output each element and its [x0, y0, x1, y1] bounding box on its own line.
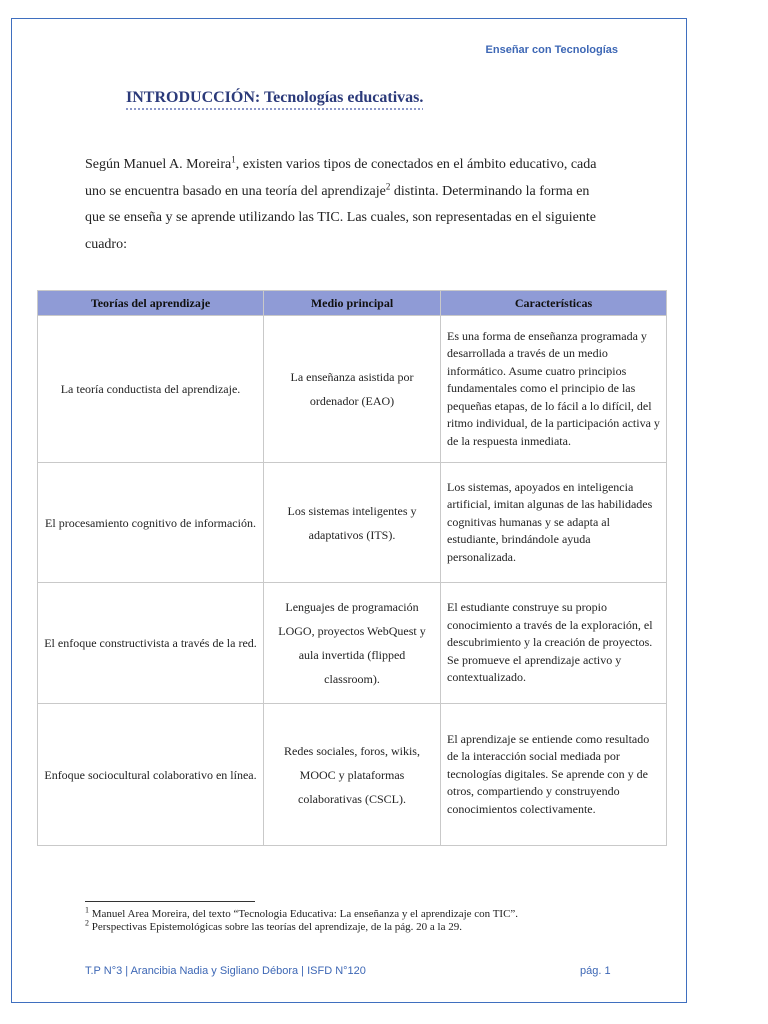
theory-cell: Enfoque sociocultural colaborativo en línea. [38, 704, 264, 846]
medium-cell: La enseñanza asistida por ordenador (EAO) [264, 316, 441, 463]
footnote-text-2: Perspectivas Epistemológicas sobre las teorías del aprendizaje, de la pág. 20 a la 29. [89, 921, 462, 933]
characteristics-cell: Es una forma de enseñanza programada y desarrollada a través de un medio informático. Asume cuatro principios fundamentales como el principio de las pequeñas etapas, de lo fácil a lo difícil, del ritmo individual, de la participación activa y de la respuesta inmediata. [441, 316, 667, 463]
table-row [38, 583, 667, 704]
footnote-1 [85, 905, 519, 921]
table-row [38, 704, 667, 846]
header-medium: Medio principal [264, 291, 441, 316]
medium-cell: Los sistemas inteligentes y adaptativos (ITS). [264, 463, 441, 583]
footnote-2 [85, 918, 518, 934]
document-title: INTRODUCCIÓN: Tecnologías educativas. [126, 89, 424, 106]
theory-cell: La teoría conductista del aprendizaje. [38, 316, 264, 463]
footer-info: T.P N°3 | Arancibia Nadia y Sigliano Débora | ISFD N°120 [85, 965, 366, 977]
characteristics-cell: El estudiante construye su propio conocimiento a través de la exploración, el descubrimiento y la creación de proyectos. Se promueve el aprendizaje activo y contextualizado. [441, 583, 667, 704]
table-row [38, 463, 667, 583]
intro-paragraph [85, 152, 610, 258]
table-row [38, 316, 667, 463]
intro-text-2: , existen varios tipos de conectados en el ámbito educativo, cada uno se encuentra basado en una teoría del aprendizaje [85, 157, 597, 199]
footnote-text-1: Manuel Area Moreira, del texto “Tecnologia Educativa: La enseñanza y el aprendizaje con TIC”. [89, 908, 519, 920]
header-characteristics: Características [441, 291, 667, 316]
header-title: Enseñar con Tecnologías [485, 44, 618, 56]
characteristics-cell: Los sistemas, apoyados en inteligencia artificial, imitan algunas de las habilidades cognitivas humanas y se adapta al estudiante, brindándole ayuda personalizada. [441, 463, 667, 583]
footnote-mark-1: 1 [85, 905, 89, 915]
intro-text-1: Según Manuel A. Moreira [85, 157, 232, 172]
header-theories: Teorías del aprendizaje [38, 291, 264, 316]
theories-table [37, 290, 667, 846]
medium-cell: Redes sociales, foros, wikis, MOOC y plataformas colaborativas (CSCL). [264, 704, 441, 846]
footnote-separator [85, 901, 255, 902]
page-number: pág. 1 [580, 965, 611, 977]
table-header-row [38, 291, 667, 316]
theory-cell: El enfoque constructivista a través de la red. [38, 583, 264, 704]
footnotes [85, 905, 519, 934]
footnote-ref-2[interactable]: 2 [385, 180, 391, 191]
theory-cell: El procesamiento cognitivo de información. [38, 463, 264, 583]
footnote-ref-1[interactable]: 1 [231, 154, 236, 165]
medium-cell: Lenguajes de programación LOGO, proyectos WebQuest y aula invertida (flipped classroom). [264, 583, 441, 704]
intro-text-3: distinta. Determinando la forma en que se enseña y se aprende utilizando las TIC. Las cuales, son representadas en el siguiente cuadro: [85, 183, 596, 252]
characteristics-cell: El aprendizaje se entiende como resultado de la interacción social mediada por tecnologías digitales. Se aprende con y de otros, compartiendo y construyendo conocimientos colectivamente. [441, 704, 667, 846]
footnote-mark-2: 2 [85, 918, 89, 928]
